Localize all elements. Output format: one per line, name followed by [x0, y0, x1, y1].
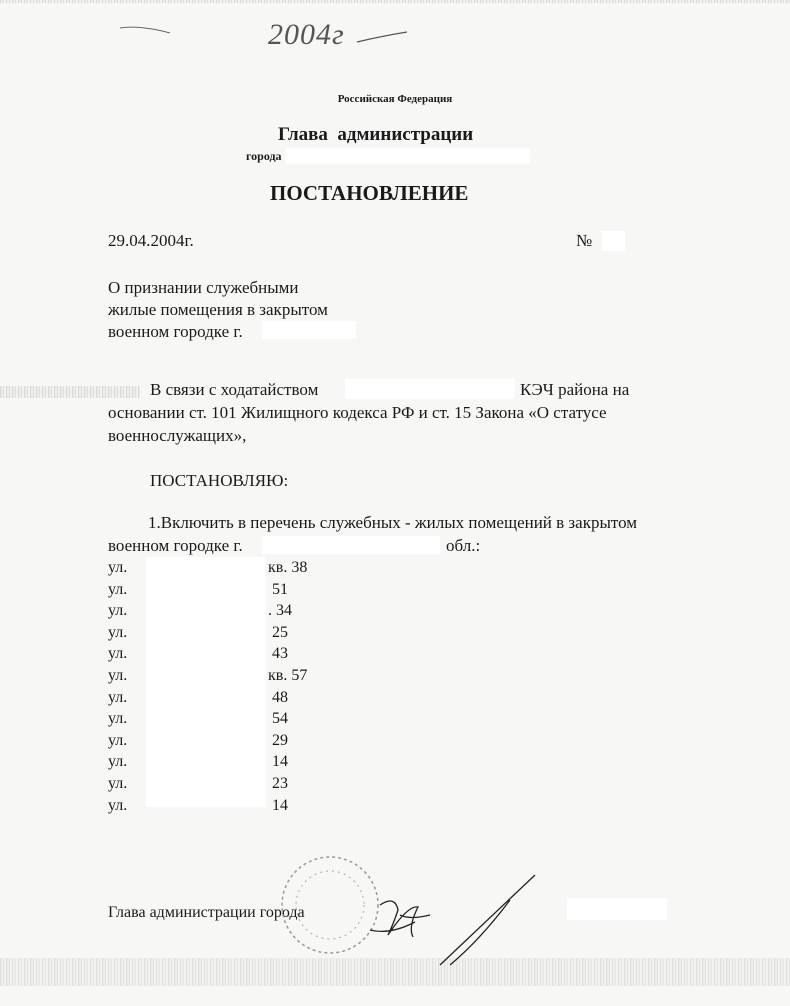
preamble-part-2: КЭЧ района на [520, 380, 630, 399]
street-prefix: ул. [108, 710, 128, 728]
item-1-line-2b: обл.: [446, 536, 481, 555]
resolve-heading: ПОСТАНОВЛЯЮ: [150, 471, 289, 490]
scan-noise-top [0, 0, 790, 3]
apartment-number: 43 [272, 645, 288, 663]
apartment-number: кв. 57 [268, 667, 308, 684]
apartment-number: 23 [272, 775, 288, 792]
handwritten-signature [360, 870, 550, 980]
apartment-number: 14 [272, 753, 288, 771]
apartment-number: . 34 [268, 602, 292, 620]
apartment-number: 25 [272, 623, 288, 641]
subject-line-3: военном городке г. [108, 322, 243, 341]
preamble-part-1: В связи с ходатайством [150, 380, 319, 399]
handwritten-note: 2004г [268, 18, 345, 51]
redaction-city [285, 148, 530, 164]
redaction-street-names [146, 557, 266, 807]
redaction-item-city [262, 536, 440, 554]
street-prefix: ул. [108, 559, 128, 576]
street-prefix: ул. [108, 796, 128, 814]
subject-line-1: О признании служебными [108, 278, 299, 297]
document-date: 29.04.2004г. [108, 231, 194, 250]
item-1-line-2a: военном городке г. [108, 536, 243, 555]
scan-noise-mid [0, 386, 140, 398]
street-prefix: ул. [108, 623, 128, 641]
handwritten-dash-mark [115, 20, 175, 40]
authority-heading: Глава администрации [278, 124, 474, 145]
street-prefix: ул. [108, 753, 128, 771]
apartment-number: 54 [272, 710, 288, 728]
street-prefix: ул. [108, 645, 128, 663]
street-prefix: ул. [108, 731, 128, 749]
handwritten-note-stroke [355, 30, 415, 50]
redaction-number [602, 231, 625, 251]
item-1-line-1: 1.Включить в перечень служебных - жилых помещений в закрытом [148, 513, 638, 532]
redaction-petitioner [345, 379, 515, 399]
preamble-line-2: основании ст. 101 Жилищного кодекса РФ и ст. 15 Закона «О статусе [108, 403, 607, 422]
street-prefix: ул. [108, 580, 128, 598]
apartment-number: 14 [272, 796, 288, 814]
street-prefix: ул. [108, 602, 128, 620]
preamble-line-3: военнослужащих», [108, 426, 247, 445]
street-prefix: ул. [108, 688, 128, 706]
subject-line-2: жилые помещения в закрытом [108, 300, 328, 319]
signature-label: Глава администрации города [108, 904, 305, 921]
redaction-signatory-name [567, 898, 667, 920]
apartment-number: кв. 38 [268, 559, 308, 576]
apartment-number: 51 [272, 580, 288, 598]
apartment-number: 29 [272, 731, 288, 749]
street-prefix: ул. [108, 775, 128, 792]
city-label: города [246, 149, 282, 163]
number-label: № [576, 231, 593, 250]
street-prefix: ул. [108, 667, 128, 684]
apartment-number: 48 [272, 688, 288, 706]
country-heading: Российская Федерация [337, 93, 453, 105]
redaction-subject-city [262, 321, 356, 339]
document-type-title: ПОСТАНОВЛЕНИЕ [270, 181, 469, 205]
